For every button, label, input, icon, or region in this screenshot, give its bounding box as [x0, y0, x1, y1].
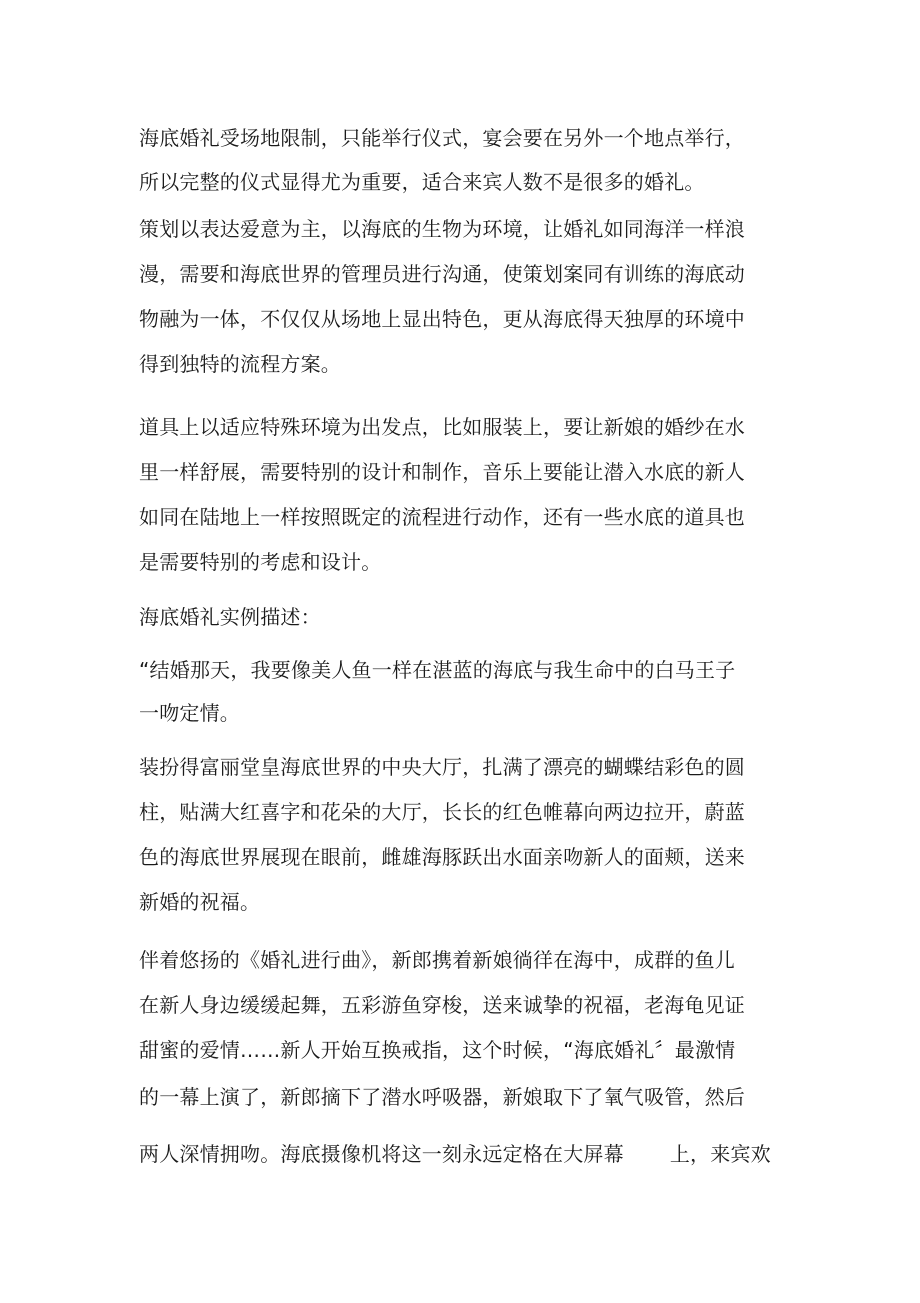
text-line: 的一幕上演了，新郎摘下了潜水呼吸器，新娘取下了氧气吸管，然后 — [139, 1085, 745, 1109]
text-line: 得到独特的流程方案。 — [139, 352, 341, 376]
text-line: “结婚那天，我要像美人鱼一样在湛蓝的海底与我生命中的白马王子 — [139, 658, 736, 682]
text-line: 海底婚礼受场地限制，只能举行仪式，宴会要在另外一个地点举行， — [139, 126, 745, 150]
text-line: 装扮得富丽堂皇海底世界的中央大厅，扎满了漂亮的蝴蝶结彩色的圆 — [139, 755, 745, 779]
text-line: 在新人身边缓缓起舞，五彩游鱼穿梭，送来诚挚的祝福，老海龟见证 — [139, 993, 745, 1017]
text-line: 漫，需要和海底世界的管理员进行沟通，使策划案同有训练的海底动 — [139, 262, 745, 286]
text-line: 策划以表达爱意为主，以海底的生物为环境，让婚礼如同海洋一样浪 — [139, 217, 745, 241]
text-line: 物融为一体，不仅仅从场地上显出特色，更从海底得天独厚的环境中 — [139, 307, 745, 331]
text-line: 伴着悠扬的《婚礼进行曲》，新郎携着新娘徜徉在海中，成群的鱼儿 — [139, 948, 735, 972]
text-line: 如同在陆地上一样按照既定的流程进行动作，还有一些水底的道具也 — [139, 505, 745, 529]
section-heading: 海底婚礼实例描述： — [139, 605, 321, 629]
text-line: 色的海底世界展现在眼前，雌雄海豚跃出水面亲吻新人的面颊，送来 — [139, 845, 745, 869]
text-line: 里一样舒展，需要特别的设计和制作，音乐上要能让潜入水底的新人 — [139, 460, 745, 484]
text-line: 柱，贴满大红喜字和花朵的大厅，长长的红色帷幕向两边拉开，蔚蓝 — [139, 800, 745, 824]
text-fragment: 两人深情拥吻。海底摄像机将这一刻永远定格在大屏幕 — [139, 1142, 624, 1166]
text-line: 道具上以适应特殊环境为出发点，比如服装上，要让新娘的婚纱在水 — [139, 415, 745, 439]
text-line: 所以完整的仪式显得尤为重要，适合来宾人数不是很多的婚礼。 — [139, 170, 705, 194]
text-line: 甜蜜的爱情……新人开始互换戒指，这个时候，“海底婚礼〞最激情 — [139, 1038, 736, 1062]
text-fragment: 上，来宾欢 — [669, 1142, 771, 1166]
text-line: 新婚的祝福。 — [139, 890, 261, 914]
text-line: 是需要特别的考虑和设计。 — [139, 550, 382, 574]
text-line — [139, 1140, 771, 1168]
text-line: 一吻定情。 — [139, 701, 240, 725]
